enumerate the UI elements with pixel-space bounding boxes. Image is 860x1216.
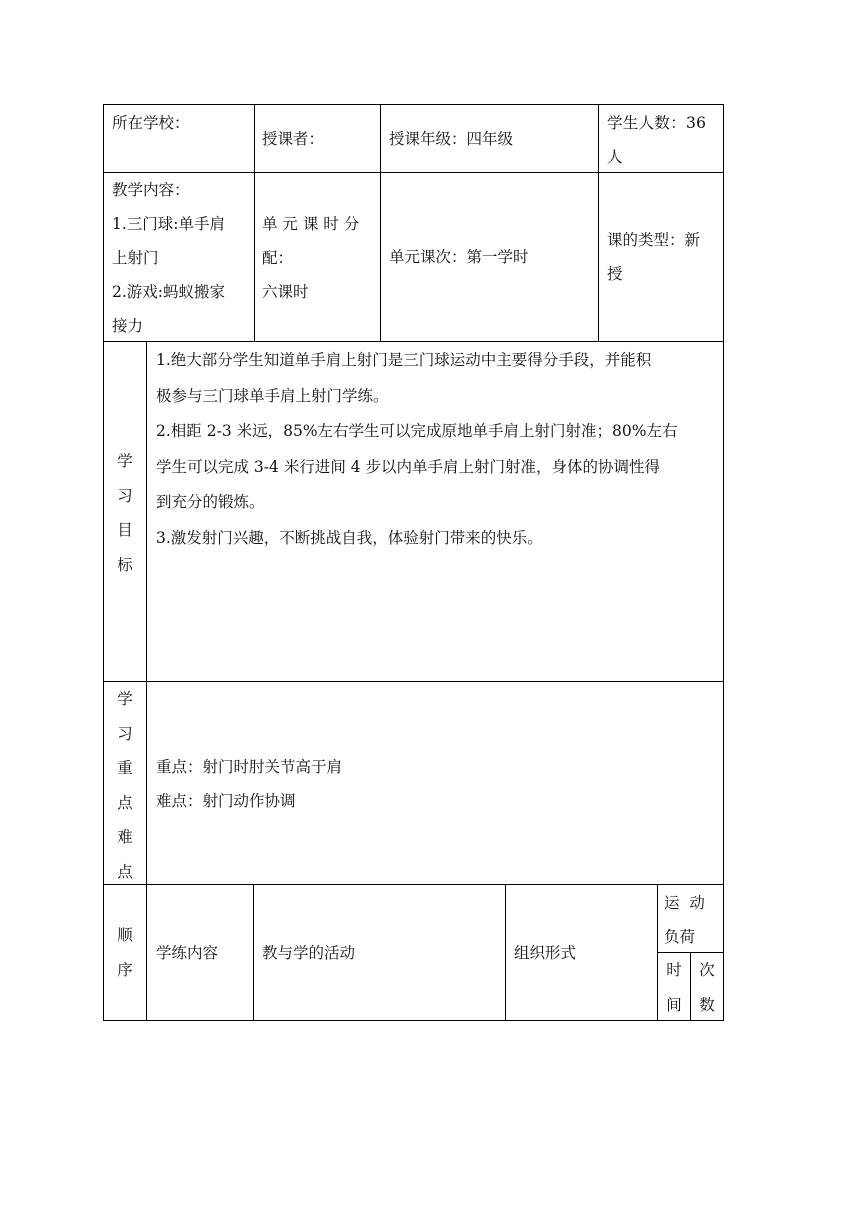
col-div-1-top [254, 104, 255, 342]
unit-allocation-line: 六课时 [262, 283, 309, 301]
col-div-3-top [598, 104, 599, 342]
unit-lesson-cell [389, 240, 594, 274]
objective-line: 3.激发射门兴趣，不断挑战自我，体验射门带来的快乐。 [156, 528, 543, 547]
grade-cell [389, 122, 594, 156]
lesson-type-line: 授 [607, 265, 623, 283]
label-char: 点 [117, 862, 133, 881]
label-char: 点 [117, 793, 133, 812]
unit-allocation-line: 单 元 课 时 分 [262, 215, 360, 233]
unit-allocation-line: 配： [262, 249, 294, 267]
header-char: 顺 [117, 926, 133, 944]
organization-label: 组织形式 [514, 944, 577, 962]
label-char: 习 [117, 486, 133, 505]
teacher-label: 授课者： [262, 130, 325, 148]
content-line: 2.游戏:蚂蚁搬家 [112, 283, 226, 301]
activities-label: 教与学的活动 [262, 944, 356, 962]
key-points-label [104, 682, 146, 889]
border-right [723, 104, 724, 1021]
content-line: 接力 [112, 317, 144, 335]
label-char: 重 [117, 759, 133, 777]
grade-label: 授课年级：四年级 [389, 130, 514, 148]
load-header [664, 886, 722, 954]
label-char: 学 [117, 690, 133, 708]
objective-line: 学生可以完成 3-4 米行进间 4 步以内单手肩上射门射准，身体的协调性得 [156, 457, 661, 476]
divider-row3 [103, 681, 724, 682]
order-header [104, 918, 146, 987]
border-bottom [103, 1020, 724, 1021]
objective-line: 2.相距 2-3 米远，85%左右学生可以完成原地单手肩上射门射准；80%左右 [156, 422, 678, 440]
lesson-type-line: 课的类型：新 [607, 231, 701, 249]
objective-line: 1.绝大部分学生知道单手肩上射门是三门球运动中主要得分手段，并能积 [156, 351, 652, 369]
border-top [103, 104, 724, 105]
label-char: 学 [117, 452, 133, 470]
key-point: 重点：射门时肘关节高于肩 [156, 758, 343, 776]
header-char: 次 [699, 961, 715, 979]
difficulty-point: 难点：射门动作协调 [156, 792, 296, 810]
student-count-cell [607, 106, 719, 174]
count-header [691, 953, 723, 1022]
load-line2: 负荷 [664, 928, 696, 946]
header-char: 数 [699, 995, 715, 1014]
lesson-type-cell [607, 223, 719, 291]
objective-line: 极参与三门球单手肩上射门学练。 [156, 386, 389, 405]
teacher-cell [262, 122, 378, 156]
divider-row4 [103, 884, 724, 885]
objective-line: 到充分的锻炼。 [156, 493, 265, 511]
header-char: 时 [666, 961, 682, 979]
header-char: 间 [666, 995, 682, 1014]
label-char: 目 [117, 521, 133, 539]
organization-header [514, 936, 654, 970]
unit-lesson: 单元课次：第一学时 [389, 248, 529, 266]
label-char: 难 [117, 828, 133, 846]
label-char: 标 [117, 555, 133, 574]
activities-header [262, 936, 502, 970]
content-line: 教学内容： [112, 181, 190, 199]
student-count-line1: 学生人数：36 [607, 114, 707, 132]
col-div-2-top [380, 104, 381, 342]
col-div-label [146, 341, 147, 1021]
school-cell [112, 106, 252, 140]
header-char: 序 [117, 960, 133, 979]
content-line: 1.三门球:单手肩 [112, 215, 226, 233]
time-header [658, 953, 690, 1022]
col-div-content [253, 884, 254, 1021]
school-label: 所在学校： [112, 114, 190, 132]
objectives-label [104, 444, 146, 582]
col-div-activity [505, 884, 506, 1021]
content-line: 上射门 [112, 249, 159, 267]
unit-allocation-cell [262, 207, 378, 309]
practice-content-label: 学练内容 [156, 944, 219, 962]
teaching-content-cell [112, 173, 252, 343]
key-points-text [156, 750, 722, 818]
objectives-text [156, 343, 722, 556]
practice-content-header [156, 936, 251, 970]
student-count-line2: 人 [607, 148, 623, 166]
load-line1: 运 动 [664, 894, 705, 912]
label-char: 习 [117, 724, 133, 743]
